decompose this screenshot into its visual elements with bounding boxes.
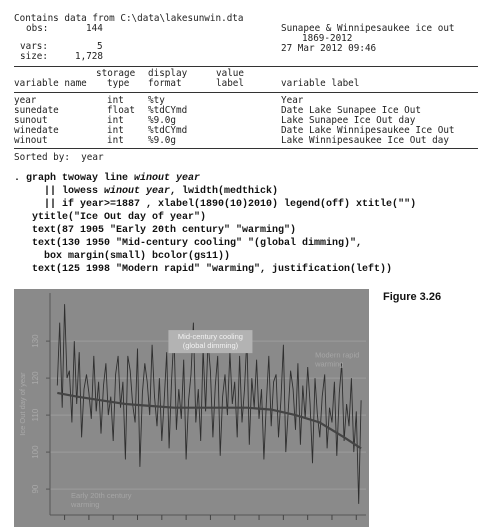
var-type: int bbox=[107, 135, 124, 146]
col-variable-label: variable label bbox=[281, 78, 360, 89]
command-line: text(87 1905 "Early 20th century" "warming") bbox=[14, 225, 297, 236]
var-name: year bbox=[14, 95, 37, 106]
var-label: Year bbox=[281, 95, 304, 106]
command-line: || if year>=1887 , xlabel(1890(10)2010) legend(off) xtitle("") bbox=[14, 199, 417, 210]
y-tick-label: 90 bbox=[31, 484, 40, 494]
dataset-date: 27 Mar 2012 09:46 bbox=[281, 43, 377, 54]
var-type: int bbox=[107, 115, 124, 126]
contains-line: Contains data from C:\data\lakesunwin.dta bbox=[14, 13, 244, 24]
command-line: box margin(small) bcolor(gs11)) bbox=[14, 251, 231, 262]
var-type: int bbox=[107, 95, 124, 106]
col-variable-name: variable name bbox=[14, 78, 87, 89]
obs-label: obs: bbox=[26, 23, 49, 34]
var-format: %tdCYmd bbox=[148, 105, 188, 116]
command-line: ytitle("Ice Out day of year") bbox=[14, 212, 207, 223]
plot-region bbox=[50, 293, 366, 515]
var-name: sunout bbox=[14, 115, 48, 126]
chart-panel bbox=[14, 289, 369, 527]
command-line: . graph twoway line winout year bbox=[14, 173, 201, 184]
y-tick-label: 110 bbox=[31, 408, 41, 422]
col-label: label bbox=[216, 78, 244, 89]
col-type: type bbox=[107, 78, 130, 89]
command-line: text(125 1998 "Modern rapid" "warming", justification(left)) bbox=[14, 264, 393, 275]
var-label: Lake Sunapee Ice Out day bbox=[281, 115, 416, 126]
vars-label: vars: bbox=[20, 41, 48, 52]
dataset-years: 1869-2012 bbox=[302, 33, 353, 44]
annotation-text: warming bbox=[315, 359, 344, 369]
annotation-text: Early 20th century bbox=[71, 491, 132, 501]
figure-label: Figure 3.26 bbox=[383, 291, 442, 303]
annotation-text: Mid-century cooling bbox=[177, 332, 243, 342]
var-name: winedate bbox=[14, 125, 59, 136]
y-axis-title: Ice Out day of year bbox=[18, 372, 27, 436]
col-format: format bbox=[148, 78, 182, 89]
var-label: Date Lake Sunapee Ice Out bbox=[281, 105, 421, 116]
var-format: %9.0g bbox=[148, 115, 176, 126]
var-label: Date Lake Winnipesaukee Ice Out bbox=[281, 125, 455, 136]
divider bbox=[14, 66, 478, 67]
col-value: value bbox=[216, 68, 244, 79]
var-format: %tdCYmd bbox=[148, 125, 188, 136]
y-tick-label: 120 bbox=[31, 371, 40, 385]
size-value: 1,728 bbox=[75, 51, 103, 62]
var-name: sunedate bbox=[14, 105, 59, 116]
var-type: float bbox=[107, 105, 135, 116]
var-name: winout bbox=[14, 135, 48, 146]
dataset-title: Sunapee & Winnipesaukee ice out bbox=[281, 23, 455, 34]
y-tick-label: 130 bbox=[31, 334, 40, 348]
command-line: text(130 1950 "Mid-century cooling" "(global dimming)", bbox=[14, 238, 363, 249]
annotation-text: Modern rapid bbox=[315, 350, 360, 360]
annotation-text: warming bbox=[71, 500, 100, 510]
col-storage: storage bbox=[96, 68, 136, 79]
ice-out-chart bbox=[14, 289, 369, 527]
var-format: %9.0g bbox=[148, 135, 176, 146]
col-display: display bbox=[148, 68, 188, 79]
var-format: %ty bbox=[148, 95, 165, 106]
size-label: size: bbox=[20, 51, 48, 62]
y-tick-label: 100 bbox=[31, 445, 40, 459]
obs-value: 144 bbox=[86, 23, 103, 34]
annotation-text: (global dimming) bbox=[182, 341, 239, 351]
var-type: int bbox=[107, 125, 124, 136]
sorted-by: Sorted by: year bbox=[14, 152, 104, 163]
command-line: || lowess winout year, lwidth(medthick) bbox=[14, 186, 279, 197]
vars-value: 5 bbox=[97, 41, 103, 52]
var-label: Lake Winnipesaukee Ice Out day bbox=[281, 135, 449, 146]
divider bbox=[14, 92, 478, 93]
divider bbox=[14, 148, 478, 149]
